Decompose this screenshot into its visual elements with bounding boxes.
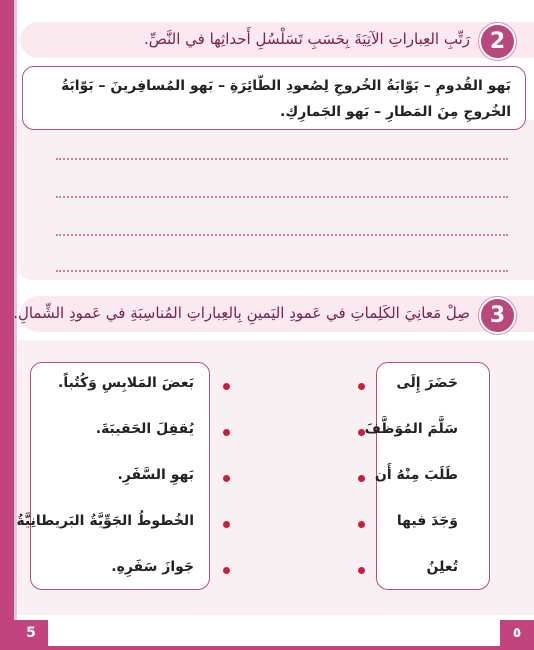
right-bullet-4[interactable] [358, 521, 365, 528]
left-bullet-3[interactable] [223, 475, 230, 482]
left-item-4: الخُطوطُ الجَوِّيَّةُ البَريطانِيَّةُ [16, 513, 194, 529]
right-item-2: سَلَّمَ المُوَظَّفَ [364, 421, 458, 437]
right-bullet-3[interactable] [358, 475, 365, 482]
section-2-title: رَتِّبِ العِباراتِ الآتِيَةَ بِحَسَبِ تَسَلْسُلِ أَحداثِها في النَّصِّ. [143, 30, 470, 48]
right-bullet-2[interactable] [358, 429, 365, 436]
section-3-number: 3 [479, 297, 516, 334]
left-bullet-2[interactable] [223, 429, 230, 436]
words-box: بَهو القُدومِ – بَوّابَةُ الخُروجِ لِصُعودِ الطّائِرَةِ – بَهو المُسافِرينَ – بَوّابَةُ الخُروجِ مِنَ المَطارِ – بَهو الجَمارِكِ. [22, 66, 526, 130]
footer-line [14, 646, 534, 650]
section-2-number: 2 [479, 23, 516, 60]
section-2-header [20, 22, 534, 58]
left-bullet-5[interactable] [223, 567, 230, 574]
answer-line-1[interactable] [56, 158, 508, 160]
answer-line-2[interactable] [56, 196, 508, 198]
left-accent-bar [0, 0, 14, 650]
section-3-header [13, 296, 534, 332]
answer-lines-area [18, 120, 534, 280]
right-item-5: تُعلِنُ [426, 559, 458, 575]
page-number-right: ٥ [500, 620, 534, 646]
right-item-1: حَضَرَ إِلَى [396, 375, 458, 391]
section-3-title: صِلْ مَعانِيَ الكَلِماتِ في عَمودِ اليَمينِ بِالعِباراتِ المُناسِبَةِ في عَمودِ الشِّمالِ. [13, 304, 470, 322]
left-item-2: يُقفِلَ الحَقيبَةَ. [95, 421, 194, 437]
left-bullet-4[interactable] [223, 521, 230, 528]
matching-area [18, 340, 534, 615]
right-bullet-1[interactable] [358, 383, 365, 390]
right-bullet-5[interactable] [358, 567, 365, 574]
left-accent-stripe [14, 0, 17, 650]
left-item-5: جَوازَ سَفَرِهِ. [111, 559, 194, 575]
page-number-left: 5 [14, 620, 48, 646]
answer-line-4[interactable] [56, 270, 508, 272]
right-item-4: وَجَدَ فيها [396, 513, 458, 529]
answer-line-3[interactable] [56, 234, 508, 236]
left-item-1: بَعضَ المَلابِسِ وَكُتُباً. [58, 375, 194, 391]
right-item-3: طَلَبَ مِنْهُ أَن [374, 467, 458, 483]
left-item-3: بَهوِ السَّفَرِ. [117, 467, 194, 483]
left-bullet-1[interactable] [223, 383, 230, 390]
